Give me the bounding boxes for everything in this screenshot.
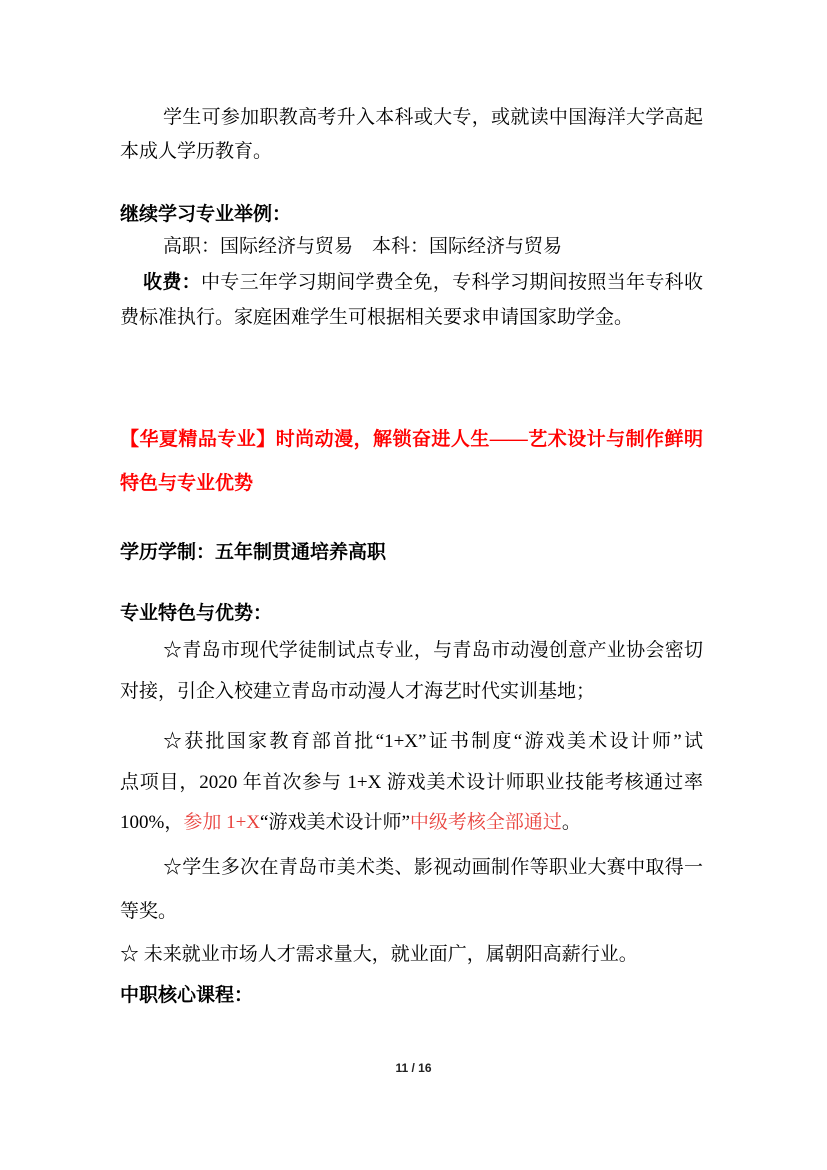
feature-2-prefix: 100%， (120, 812, 184, 833)
examples-text: 高职：国际经济与贸易 本科：国际经济与贸易 (163, 236, 563, 257)
fee-line-2: 费标准执行。家庭困难学生可根据相关要求申请国家助学金。 (120, 307, 634, 328)
program-title-line-2: 特色与专业优势 (120, 473, 254, 494)
fee-label: 收费： (143, 272, 201, 293)
feature-1-line-2: 对接，引企入校建立青岛市动漫人才海艺时代实训基地； (120, 681, 596, 702)
feature-4-paragraph (120, 938, 703, 972)
program-duration: 学历学制：五年制贯通培养高职 (120, 542, 387, 563)
feature-2-suffix: 。 (561, 812, 581, 833)
page-number: 11 / 16 (395, 1061, 432, 1075)
fee-text-1: 中专三年学习期间学费全免，专科学习期间按照当年专科收 (200, 272, 703, 293)
feature-3-line-2: 等奖。 (120, 901, 178, 922)
fee-paragraph (120, 265, 703, 335)
feature-2-line-1: ☆获批国家教育部首批“1+X”证书制度“游戏美术设计师”试 (163, 731, 703, 752)
fee-line-1 (120, 265, 703, 300)
intro-line-1: 学生可参加职教高考升入本科或大专，或就读中国海洋大学高起 (163, 107, 703, 128)
intro-line-2: 本成人学历教育。 (120, 141, 273, 162)
intro-paragraph (120, 101, 703, 169)
examples-heading: 继续学习专业举例： (120, 204, 292, 225)
feature-2-mid: “游戏美术设计师” (260, 812, 410, 833)
core-courses-heading: 中职核心课程： (120, 985, 254, 1006)
feature-2-line-2: 点项目，2020 年首次参与 1+X 游戏美术设计师职业技能考核通过率 (120, 771, 703, 793)
feature-2-highlight-1: 参加 1+X (183, 812, 261, 833)
feature-1-line-1: ☆青岛市现代学徒制试点专业，与青岛市动漫创意产业协会密切 (163, 640, 703, 661)
feature-2-paragraph (120, 722, 703, 844)
feature-3-line-1: ☆学生多次在青岛市美术类、影视动画制作等职业大赛中取得一 (163, 857, 703, 878)
feature-2-highlight-2: 中级考核全部通过 (409, 812, 562, 833)
examples-paragraph (120, 230, 703, 264)
feature-4-line: ☆ 未来就业市场人才需求量大，就业面广，属朝阳高薪行业。 (120, 944, 638, 965)
feature-2-line-3 (120, 803, 703, 844)
feature-3-paragraph (120, 846, 703, 934)
program-title-line-1: 【华夏精品专业】时尚动漫，解锁奋进人生——艺术设计与制作鲜明 (120, 429, 703, 450)
features-heading: 专业特色与优势： (120, 603, 273, 624)
program-title (120, 418, 703, 506)
feature-1-paragraph (120, 630, 703, 712)
